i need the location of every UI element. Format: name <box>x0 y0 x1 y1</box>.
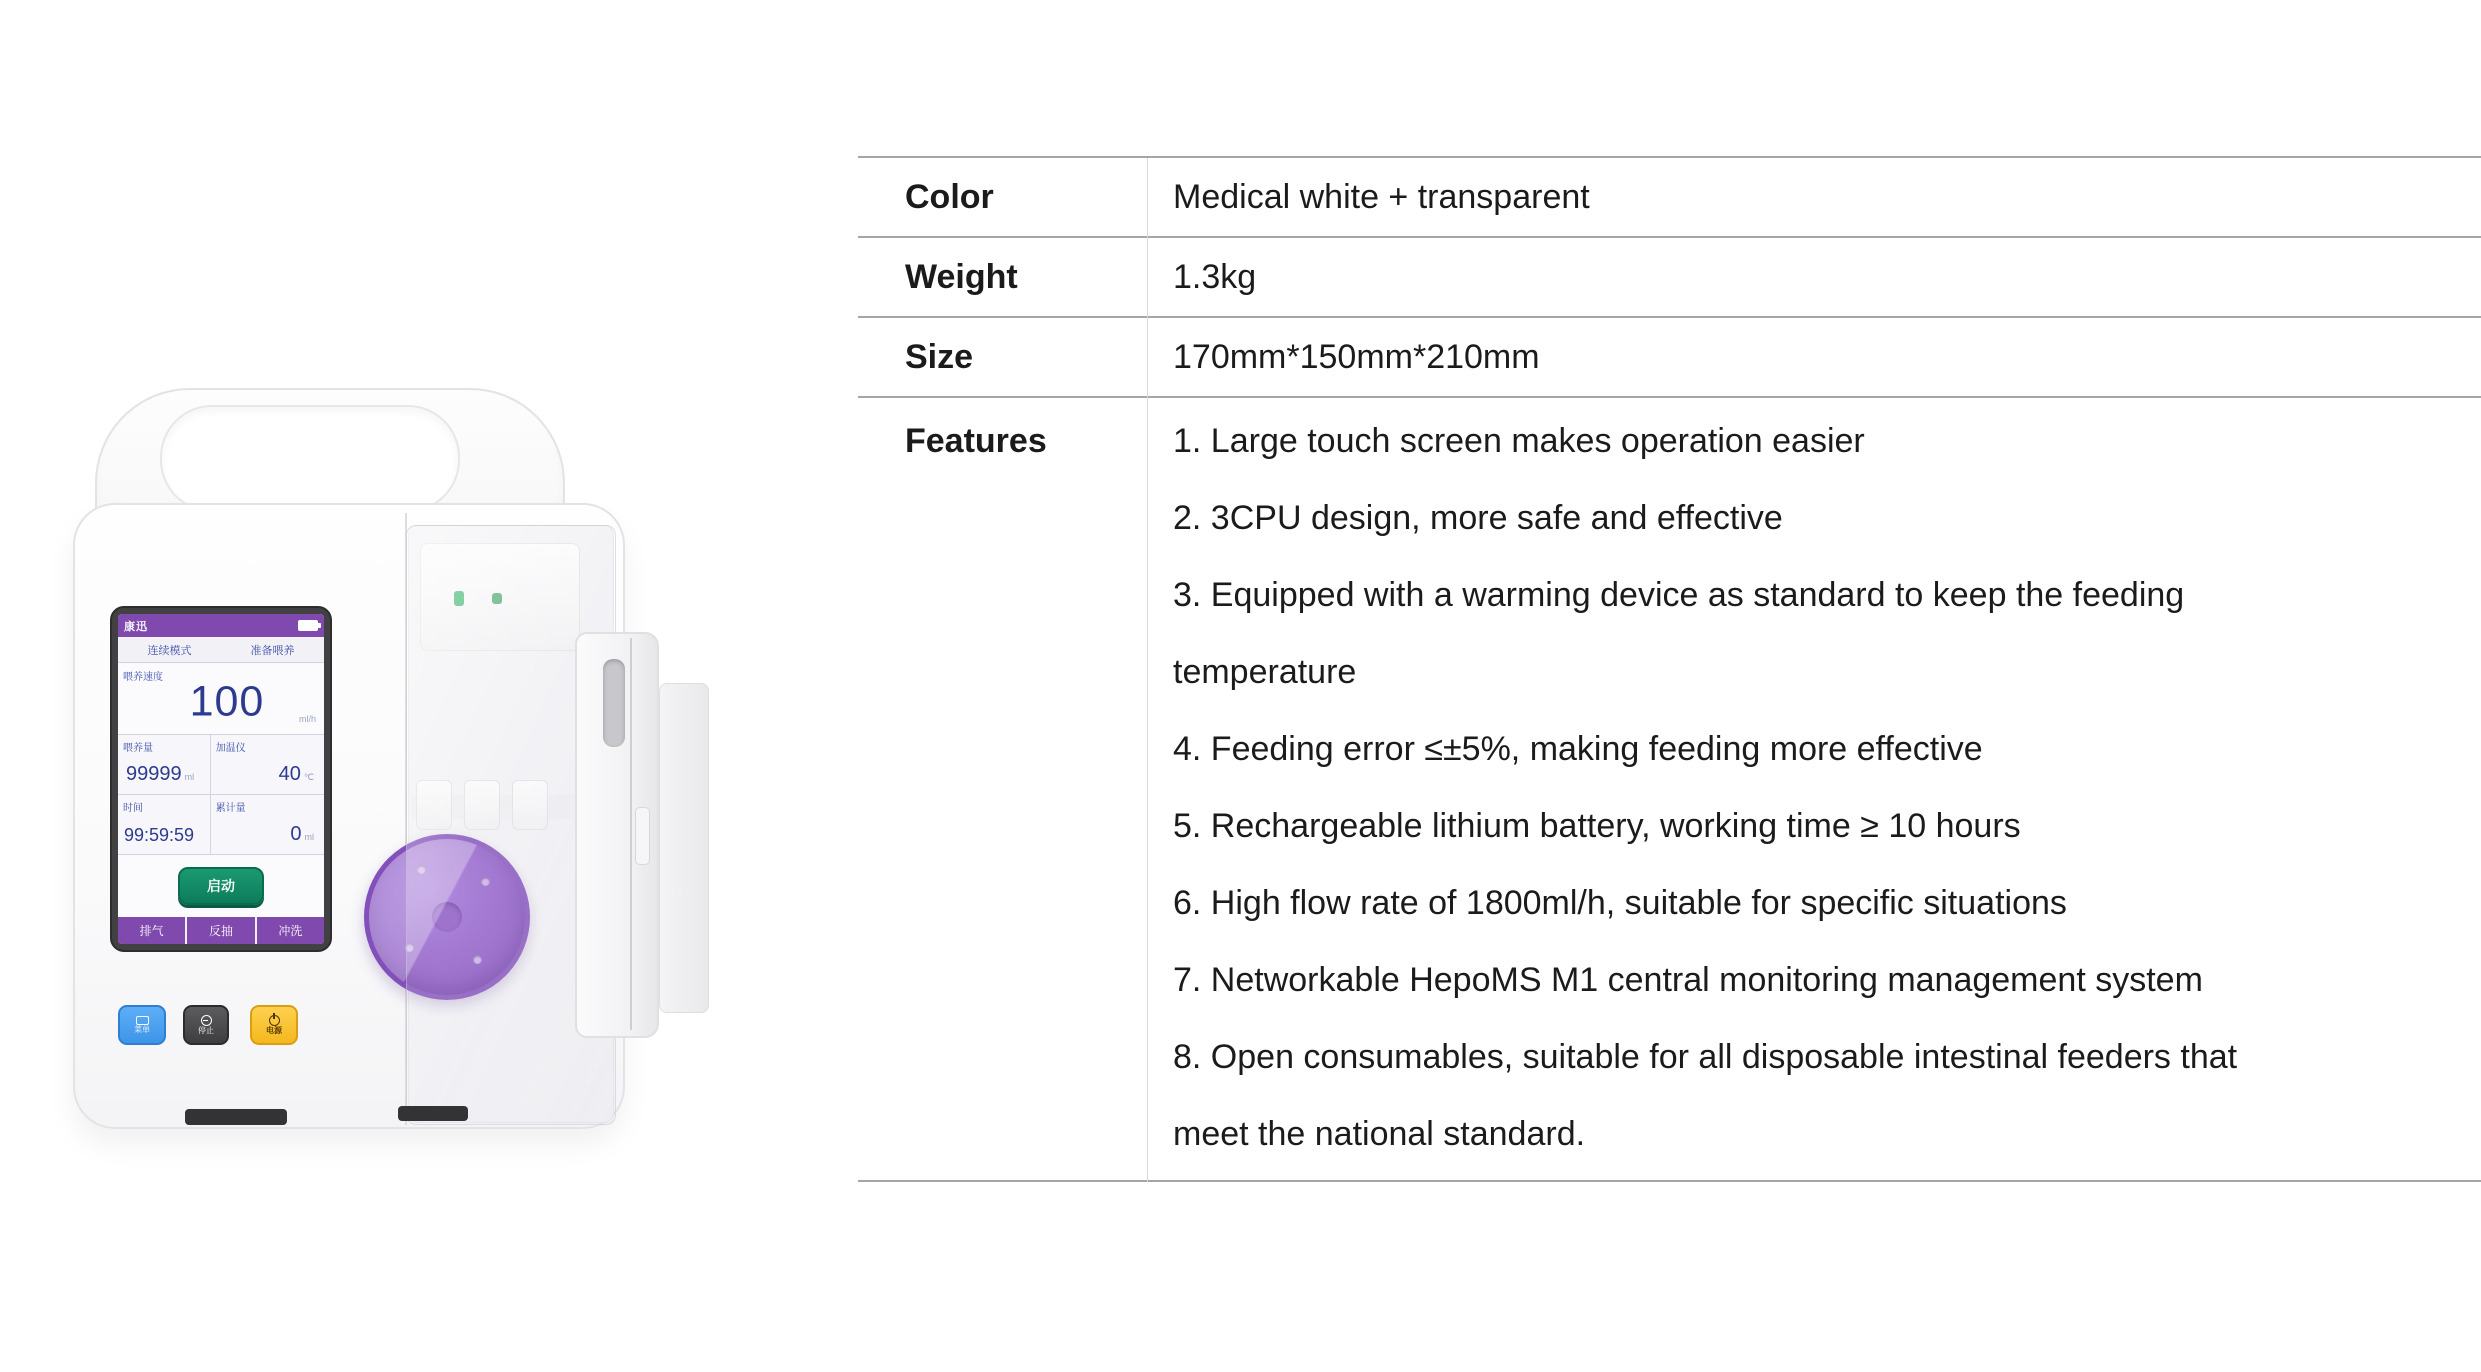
screen-brand: 康迅 <box>124 620 148 633</box>
row-label: Color <box>905 177 994 216</box>
feature-line: temperature <box>1173 653 1357 691</box>
cell-value: 99999 ml <box>126 763 195 785</box>
screen-status-row <box>118 637 324 663</box>
menu-icon <box>136 1016 149 1025</box>
start-panel <box>118 855 324 917</box>
clamp-latch <box>635 807 650 865</box>
row-label: Features <box>905 422 1047 460</box>
cell-value: 40 ℃ <box>278 763 314 785</box>
cell-label: 时间 <box>123 803 143 814</box>
device-foot <box>398 1106 468 1121</box>
feature-line: 6. High flow rate of 1800ml/h, suitable for specific situations <box>1173 884 2067 922</box>
row-value: 170mm*150mm*210mm <box>1173 337 1540 376</box>
feature-line: 1. Large touch screen makes operation easier <box>1173 422 1865 460</box>
warmer-cell <box>211 735 324 794</box>
time-cell <box>118 795 211 854</box>
stop-button <box>183 1005 229 1045</box>
table-row-size <box>858 318 2481 398</box>
clamp-slot <box>603 659 625 747</box>
feature-line: 3. Equipped with a warming device as standard to keep the feeding <box>1173 576 2185 614</box>
cell-value: 99:59:59 <box>124 825 195 845</box>
mode-label: 连续模式 <box>147 644 192 657</box>
feature-line: 2. 3CPU design, more safe and effective <box>1173 499 1783 537</box>
battery-icon <box>298 620 318 631</box>
cell-label: 喂养量 <box>123 743 153 754</box>
feature-line: 8. Open consumables, suitable for all disposable intestinal feeders that <box>1173 1038 2238 1076</box>
device-foot <box>185 1109 287 1125</box>
stop-button-label: 停止 <box>198 1026 214 1035</box>
pole-clamp-back <box>659 683 709 1013</box>
table-column-divider <box>1147 158 1148 1182</box>
handle-opening <box>160 405 460 512</box>
screen-grid <box>118 735 324 855</box>
power-icon <box>269 1015 280 1026</box>
clamp-seam <box>630 638 632 1030</box>
cell-label: 加温仪 <box>215 743 246 754</box>
menu-button <box>118 1005 166 1045</box>
cell-value: 0 ml <box>290 823 314 845</box>
table-row-color <box>858 158 2481 238</box>
menu-button-label: 菜单 <box>134 1025 150 1034</box>
table-row-weight <box>858 238 2481 318</box>
feed-speed-panel <box>118 663 324 735</box>
feature-list <box>1147 403 2481 1173</box>
feature-line: meet the national standard. <box>1173 1115 1586 1153</box>
feed-speed-label: 喂养速度 <box>123 672 163 683</box>
feature-line: 4. Feeding error ≤±5%, making feeding more effective <box>1173 730 1983 768</box>
feature-line: 5. Rechargeable lithium battery, working time ≥ 10 hours <box>1173 807 2021 845</box>
row-label: Weight <box>905 257 1018 296</box>
cell-label: 累计量 <box>215 803 246 814</box>
row-value: 1.3kg <box>1173 257 1257 296</box>
state-label: 准备喂养 <box>250 644 295 657</box>
total-volume-cell <box>211 795 324 854</box>
feed-speed-unit: ml/h <box>298 714 316 724</box>
vent-button: 排气 <box>139 924 164 938</box>
flush-button: 冲洗 <box>255 917 324 944</box>
backdraw-button: 反抽 <box>185 917 254 944</box>
feed-speed-value: 100 <box>189 676 265 725</box>
spec-table <box>858 156 2481 1182</box>
row-label: Size <box>905 337 974 376</box>
table-row-features <box>858 398 2481 1182</box>
touch-screen <box>110 606 332 952</box>
start-button: 启动 <box>178 867 264 905</box>
screen-header <box>118 614 324 637</box>
screen-bottom-bar <box>118 917 324 944</box>
row-value: Medical white + transparent <box>1173 177 1590 216</box>
product-photo <box>68 383 728 1153</box>
feature-line: 7. Networkable HepoMS M1 central monitoring management system <box>1173 961 2203 999</box>
power-button <box>250 1005 298 1045</box>
stop-icon <box>201 1015 212 1026</box>
feed-volume-cell <box>118 735 211 794</box>
power-button-label: 电源 <box>266 1026 282 1035</box>
